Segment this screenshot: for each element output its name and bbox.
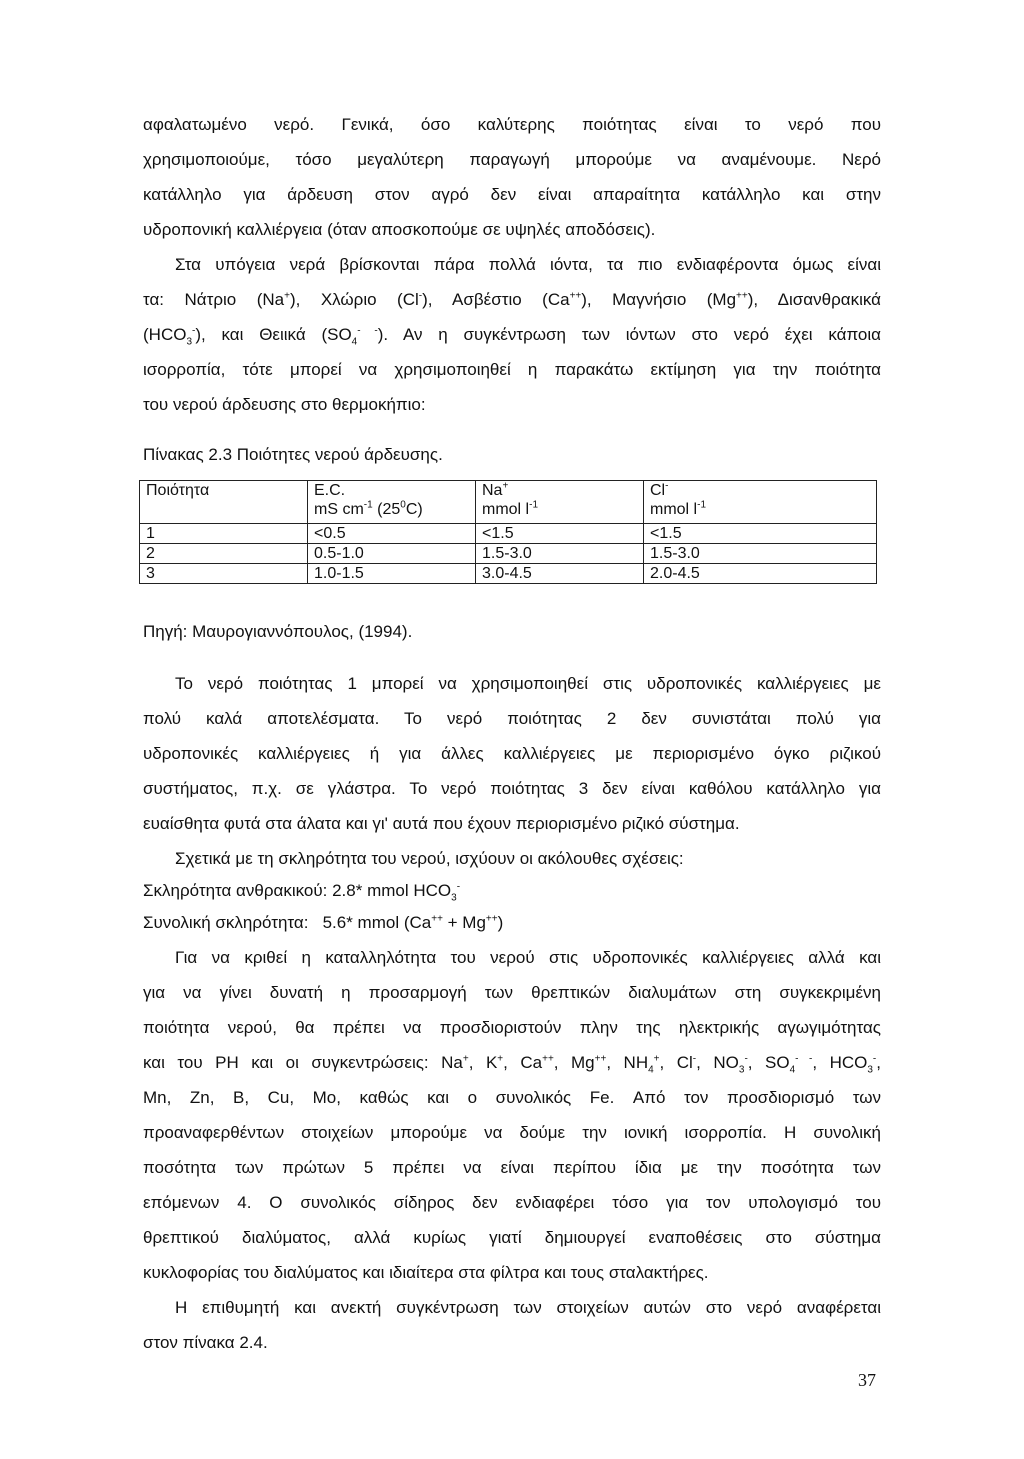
- table-cell: 2: [140, 544, 308, 564]
- body-text-line: Mn, Zn, B, Cu, Mo, καθώς και ο συνολικός Fe. Από τον προσδιορισμό των: [143, 1088, 881, 1107]
- table-cell: <1.5: [476, 524, 644, 544]
- table-source: Πηγή: Μαυρογιαννόπουλος, (1994).: [143, 622, 413, 641]
- table-header-row: [140, 481, 877, 524]
- table-cell: 2.0-4.5: [644, 564, 877, 584]
- body-text-line: ποσότητα των πρώτων 5 πρέπει να είναι περίπου ίδια με την ποσότητα των: [143, 1158, 881, 1177]
- table-cell: <0.5: [308, 524, 476, 544]
- table-cell: 1.0-1.5: [308, 564, 476, 584]
- body-text-line: Σχετικά με τη σκληρότητα του νερού, ισχύουν οι ακόλουθες σχέσεις:: [175, 849, 684, 868]
- table-row: [140, 564, 877, 584]
- body-text-line: του νερού άρδευσης στο θερμοκήπιο:: [143, 395, 426, 414]
- body-text-line: συστήματος, π.χ. σε γλάστρα. Το νερό ποιότητας 3 δεν είναι καθόλου κατάλληλο για: [143, 779, 881, 798]
- body-text-line: στον πίνακα 2.4.: [143, 1333, 268, 1352]
- body-text-line: ευαίσθητα φυτά στα άλατα και γι' αυτά που έχουν περιορισμένο ριζικό σύστημα.: [143, 814, 740, 833]
- body-text-line: υδροπονική καλλιέργεια (όταν αποσκοπούμε σε υψηλές αποδόσεις).: [143, 220, 656, 239]
- table-header-cell: Ποιότητα: [140, 481, 308, 524]
- table-cell: 1: [140, 524, 308, 544]
- table-header-cell: E.C. mS $cm^{-1}$ $(25^0C)$: [308, 481, 476, 524]
- table-caption: Πίνακας 2.3 Ποιότητες νερού άρδευσης.: [143, 445, 443, 464]
- body-text-line: κυκλοφορίας του διαλύματος και ιδιαίτερα στα φίλτρα και τους σταλακτήρες.: [143, 1263, 709, 1282]
- ions-line: $(HCO_3^-)$, και Θειικά $(SO_4^{- -})$. Αν η συγκέντρωση των ιόντων στο νερό έχει κάποια: [143, 325, 881, 348]
- ions-line: και του PH και οι συγκεντρώσεις: Na+, K+, Ca++, Mg++, $NH_4^+$, Cl-, $NO_3^-$, $SO_4^{- -}$, $HCO_3^-$,: [143, 1053, 881, 1076]
- formula-line: Σκληρότητα ανθρακικού: 2.8* mmol $HCO_3^-$: [143, 881, 461, 904]
- table-cell: 3: [140, 564, 308, 584]
- body-text-line: Η επιθυμητή και ανεκτή συγκέντρωση των στοιχείων αυτών στο νερό αναφέρεται: [175, 1298, 881, 1317]
- table-cell: 1.5-3.0: [476, 544, 644, 564]
- body-text-line: πολύ καλά αποτελέσματα. Το νερό ποιότητας 2 δεν συνιστάται πολύ για: [143, 709, 881, 728]
- body-text-line: ισορροπία, τότε μπορεί να χρησιμοποιηθεί η παρακάτω εκτίμηση για την ποιότητα: [143, 360, 881, 379]
- body-text-line: Το νερό ποιότητας 1 μπορεί να χρησιμοποιηθεί στις υδροπονικές καλλιέργειες με: [175, 674, 881, 693]
- body-text-line: κατάλληλο για άρδευση στον αγρό δεν είναι απαραίτητα κατάλληλο και στην: [143, 185, 881, 204]
- body-text-line: Για να κριθεί η καταλληλότητα του νερού στις υδροπονικές καλλιέργειες αλλά και: [175, 948, 881, 967]
- table-cell: 0.5-1.0: [308, 544, 476, 564]
- page-number: 37: [858, 1370, 876, 1390]
- table-header-cell: Na+ mmol $l^{-1}$: [476, 481, 644, 524]
- table-header-cell: Cl- mmol $l^{-1}$: [644, 481, 877, 524]
- table-row: [140, 544, 877, 564]
- body-text-line: αφαλατωμένο νερό. Γενικά, όσο καλύτερης ποιότητας είναι το νερό που: [143, 115, 881, 134]
- body-text-line: Στα υπόγεια νερά βρίσκονται πάρα πολλά ιόντα, τα πιο ενδιαφέροντα όμως είναι: [175, 255, 881, 274]
- formula-line: Συνολική σκληρότητα: 5.6* mmol (Ca++ + Mg++): [143, 913, 504, 932]
- body-text-line: ποιότητα νερού, θα πρέπει να προσδιοριστούν πλην της ηλεκτρικής αγωγιμότητας: [143, 1018, 881, 1037]
- body-text-line: θρεπτικού διαλύματος, αλλά κυρίως γιατί δημιουργεί εναποθέσεις στο σύστημα: [143, 1228, 881, 1247]
- table-cell: 1.5-3.0: [644, 544, 877, 564]
- body-text-line: υδροπονικές καλλιέργειες ή για άλλες καλλιέργειες με περιορισμένο όγκο ριζικού: [143, 744, 881, 763]
- table-cell: 3.0-4.5: [476, 564, 644, 584]
- body-text-line: για να γίνει δυνατή η προσαρμογή των θρεπτικών διαλυμάτων στη συγκεκριμένη: [143, 983, 881, 1002]
- ions-line: τα: Νάτριο (Na+), Χλώριο (Cl-), Ασβέστιο (Ca++), Μαγνήσιο (Mg++), Δισανθρακικά: [143, 290, 881, 309]
- body-text-line: χρησιμοποιούμε, τόσο μεγαλύτερη παραγωγή μπορούμε να αναμένουμε. Νερό: [143, 150, 881, 169]
- body-text-line: προαναφερθέντων στοιχείων μπορούμε να δούμε την ιονική ισορροπία. Η συνολική: [143, 1123, 881, 1142]
- table-cell: <1.5: [644, 524, 877, 544]
- table-row: [140, 524, 877, 544]
- body-text-line: επόμενων 4. Ο συνολικός σίδηρος δεν ενδιαφέρει τόσο για τον υπολογισμό του: [143, 1193, 881, 1212]
- water-quality-table: [139, 480, 877, 584]
